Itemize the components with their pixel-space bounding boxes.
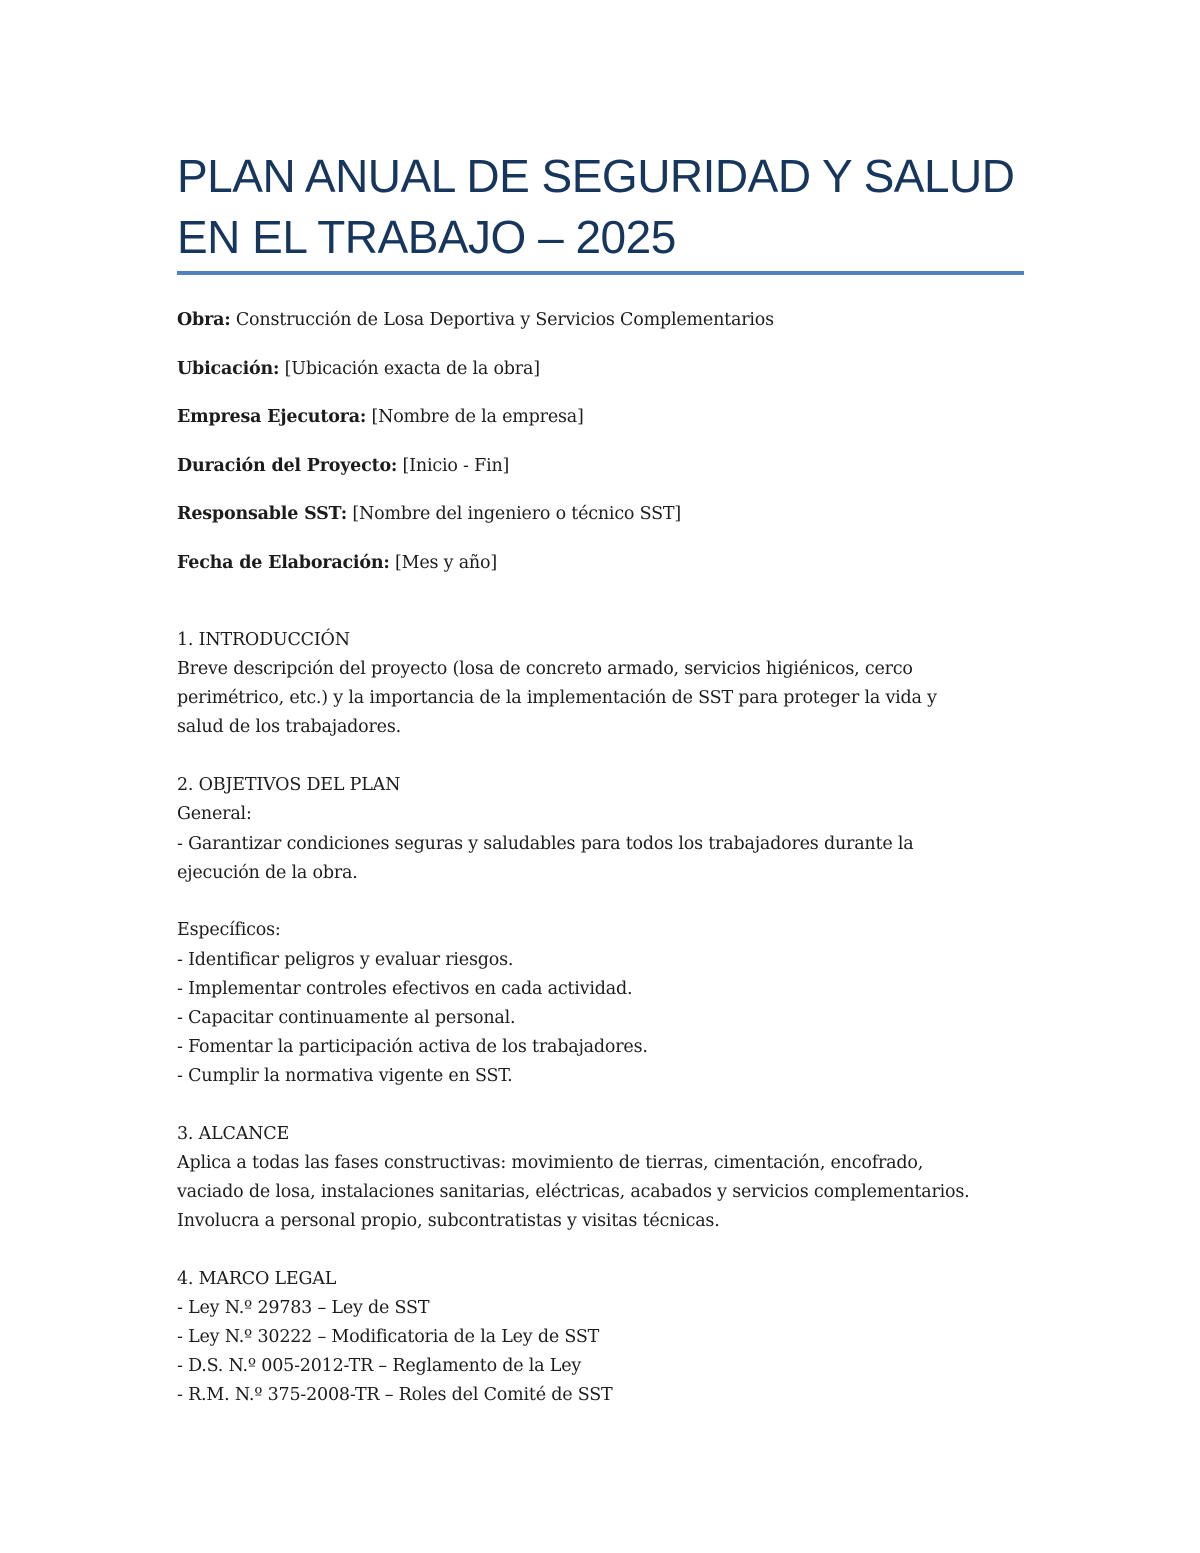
intro-line: perimétrico, etc.) y la importancia de la implementación de SST para proteger la vida y (177, 688, 937, 708)
objetivos-general-label: General: (177, 804, 252, 824)
field-value: [Inicio - Fin] (397, 456, 510, 476)
section-heading-objetivos: 2. OBJETIVOS DEL PLAN (177, 775, 401, 795)
title-divider (177, 271, 1024, 275)
marco-legal-item: - Ley N.º 30222 – Modificatoria de la Ley de SST (177, 1327, 600, 1347)
marco-legal-item: - R.M. N.º 375-2008-TR – Roles del Comité de SST (177, 1385, 613, 1405)
alcance-line: vaciado de losa, instalaciones sanitarias, eléctricas, acabados y servicios complementarios. (177, 1182, 970, 1202)
field-duracion (177, 454, 509, 478)
field-value: [Nombre de la empresa] (366, 407, 584, 427)
intro-line: salud de los trabajadores. (177, 717, 401, 737)
field-label: Responsable SST: (177, 504, 348, 524)
field-label: Ubicación: (177, 359, 280, 379)
title-line-2: EN EL TRABAJO – 2025 (177, 211, 676, 263)
marco-legal-item: - Ley N.º 29783 – Ley de SST (177, 1298, 430, 1318)
field-label: Obra: (177, 310, 231, 330)
field-label: Duración del Proyecto: (177, 456, 398, 476)
objetivos-general-line: - Garantizar condiciones seguras y saludables para todos los trabajadores durante la (177, 834, 914, 854)
objetivos-especificos-label: Específicos: (177, 920, 281, 940)
section-heading-alcance: 3. ALCANCE (177, 1124, 290, 1144)
intro-line: Breve descripción del proyecto (losa de concreto armado, servicios higiénicos, cerco (177, 659, 913, 679)
objetivos-especifico-item: - Implementar controles efectivos en cada actividad. (177, 979, 633, 999)
section-heading-introduccion: 1. INTRODUCCIÓN (177, 630, 350, 650)
field-ubicacion (177, 357, 540, 381)
objetivos-especifico-item: - Fomentar la participación activa de los trabajadores. (177, 1037, 648, 1057)
field-value: [Ubicación exacta de la obra] (279, 359, 540, 379)
field-label: Empresa Ejecutora: (177, 407, 367, 427)
field-fecha-elaboracion (177, 551, 497, 575)
field-obra (177, 308, 774, 332)
field-value: Construcción de Losa Deportiva y Servicios Complementarios (230, 310, 774, 330)
alcance-line: Involucra a personal propio, subcontratistas y visitas técnicas. (177, 1211, 720, 1231)
objetivos-especifico-item: - Capacitar continuamente al personal. (177, 1008, 516, 1028)
field-empresa-ejecutora (177, 405, 584, 429)
document-title (177, 146, 1037, 268)
field-label: Fecha de Elaboración: (177, 553, 390, 573)
section-heading-marco-legal: 4. MARCO LEGAL (177, 1269, 337, 1289)
objetivos-especifico-item: - Cumplir la normativa vigente en SST. (177, 1066, 513, 1086)
objetivos-especifico-item: - Identificar peligros y evaluar riesgos. (177, 950, 514, 970)
title-line-1: PLAN ANUAL DE SEGURIDAD Y SALUD (177, 150, 1015, 202)
objetivos-general-line: ejecución de la obra. (177, 863, 358, 883)
field-responsable-sst (177, 502, 681, 526)
alcance-line: Aplica a todas las fases constructivas: movimiento de tierras, cimentación, encofrado, (177, 1153, 924, 1173)
marco-legal-item: - D.S. N.º 005-2012-TR – Reglamento de la Ley (177, 1356, 582, 1376)
field-value: [Mes y año] (389, 553, 497, 573)
field-value: [Nombre del ingeniero o técnico SST] (347, 504, 681, 524)
